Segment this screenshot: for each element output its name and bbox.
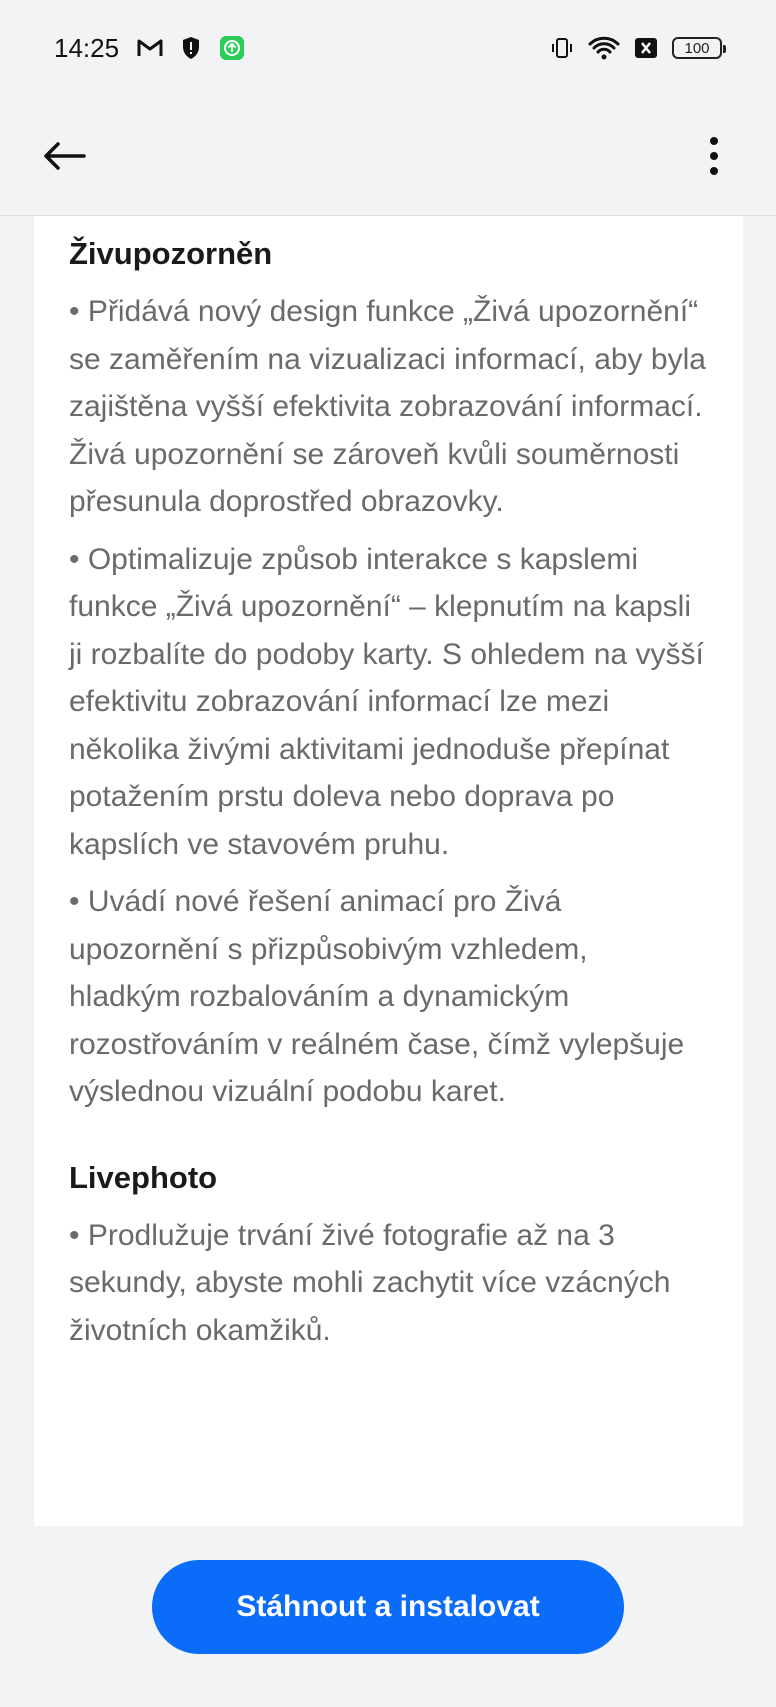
wifi-icon [588, 36, 620, 60]
arrow-left-icon [42, 141, 86, 171]
release-notes-card [34, 216, 743, 1526]
battery-indicator: 100 [672, 37, 722, 59]
upload-app-icon [219, 35, 245, 61]
more-vertical-icon [708, 136, 720, 176]
gmail-icon [137, 38, 163, 58]
status-bar [0, 0, 776, 96]
install-bar [0, 1560, 776, 1656]
download-install-button[interactable]: Stáhnout a instalovat [152, 1560, 624, 1654]
clock: 14:25 [54, 32, 120, 63]
bullet-item: • Optimalizuje způsob interakce s kapslemi funkce „Živá upozornění“ – klepnutím na kapsli ji rozbalíte do podoby karty. S ohledem na vyšší efektivitu zobrazování informací lze mezi několika živými aktivitami jednoduše přepínat potažením prstu doleva nebo doprava po kapslích ve stavovém pruhu. [69, 542, 704, 861]
bullet-item: • Přidává nový design funkce „Živá upozornění“ se zaměřením na vizualizaci informací, aby byla zajištěna vyšší efektivita zobrazování informací. Živá upozornění se zároveň kvůli souměrnosti přesunula doprostřed obrazovky. [69, 295, 706, 518]
back-button[interactable] [36, 128, 92, 184]
section-livephoto [69, 1156, 707, 1355]
shield-icon [181, 36, 201, 60]
toolbar [0, 96, 776, 216]
section-title: Livephoto [69, 1159, 218, 1195]
bullet-item: • Prodlužuje trvání živé fotografie až na 3 sekundy, abyste mohli zachytit více vzácných životních okamžiků. [69, 1218, 671, 1347]
more-options-button[interactable] [686, 128, 742, 184]
vibrate-icon [550, 36, 574, 60]
sim-off-icon [634, 37, 658, 59]
section-title: Živupozorněn [69, 236, 273, 271]
bullet-item: • Uvádí nové řešení animací pro Živá upozornění s přizpůsobivým vzhledem, hladkým rozbalováním a dynamickým rozostřováním v reálném čase, čímž vylepšuje výslednou vizuální podobu karet. [69, 885, 685, 1108]
section-live-notifications [69, 232, 707, 1116]
